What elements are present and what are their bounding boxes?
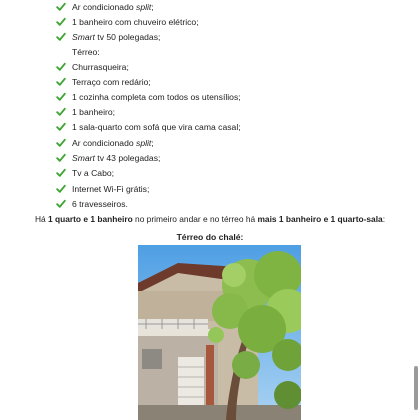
green-checkmark-icon [56, 32, 66, 42]
list-item-text: Terraço com redário; [72, 77, 151, 87]
green-checkmark-icon [56, 199, 66, 209]
list-item-text: 6 travesseiros. [72, 199, 128, 209]
rooms-summary: Há 1 quarto e 1 banheiro no primeiro andar e no térreo há mais 1 banheiro e 1 quarto-sala: [34, 214, 386, 224]
list-item-text: Ar condicionado split; [72, 2, 154, 12]
list-item-text: Tv a Cabo; [72, 168, 115, 178]
list-item-text: 1 cozinha completa com todos os utensílios; [72, 92, 241, 102]
list-item-text: Internet Wi-Fi grátis; [72, 184, 150, 194]
chalet-photo [138, 245, 301, 420]
green-checkmark-icon [56, 77, 66, 87]
green-checkmark-icon [56, 184, 66, 194]
green-checkmark-icon [56, 168, 66, 178]
green-checkmark-icon [56, 17, 66, 27]
green-checkmark-icon [56, 2, 66, 12]
list-item-text: Smart tv 50 polegadas; [72, 32, 161, 42]
green-checkmark-icon [56, 122, 66, 132]
ground-floor-heading: Térreo: [72, 47, 100, 57]
list-item-text: 1 banheiro com chuveiro elétrico; [72, 17, 199, 27]
scrollbar-thumb[interactable] [414, 366, 418, 410]
green-checkmark-icon [56, 107, 66, 117]
green-checkmark-icon [56, 92, 66, 102]
green-checkmark-icon [56, 138, 66, 148]
list-item-text: Churrasqueira; [72, 62, 129, 72]
list-item-text: 1 banheiro; [72, 107, 116, 117]
list-item-text: Smart tv 43 polegadas; [72, 153, 161, 163]
list-item-text: 1 sala-quarto com sofá que vira cama casal; [72, 122, 241, 132]
photo-title: Térreo do chalé: [176, 232, 244, 242]
green-checkmark-icon [56, 62, 66, 72]
green-checkmark-icon [56, 153, 66, 163]
list-item-text: Ar condicionado split; [72, 138, 154, 148]
